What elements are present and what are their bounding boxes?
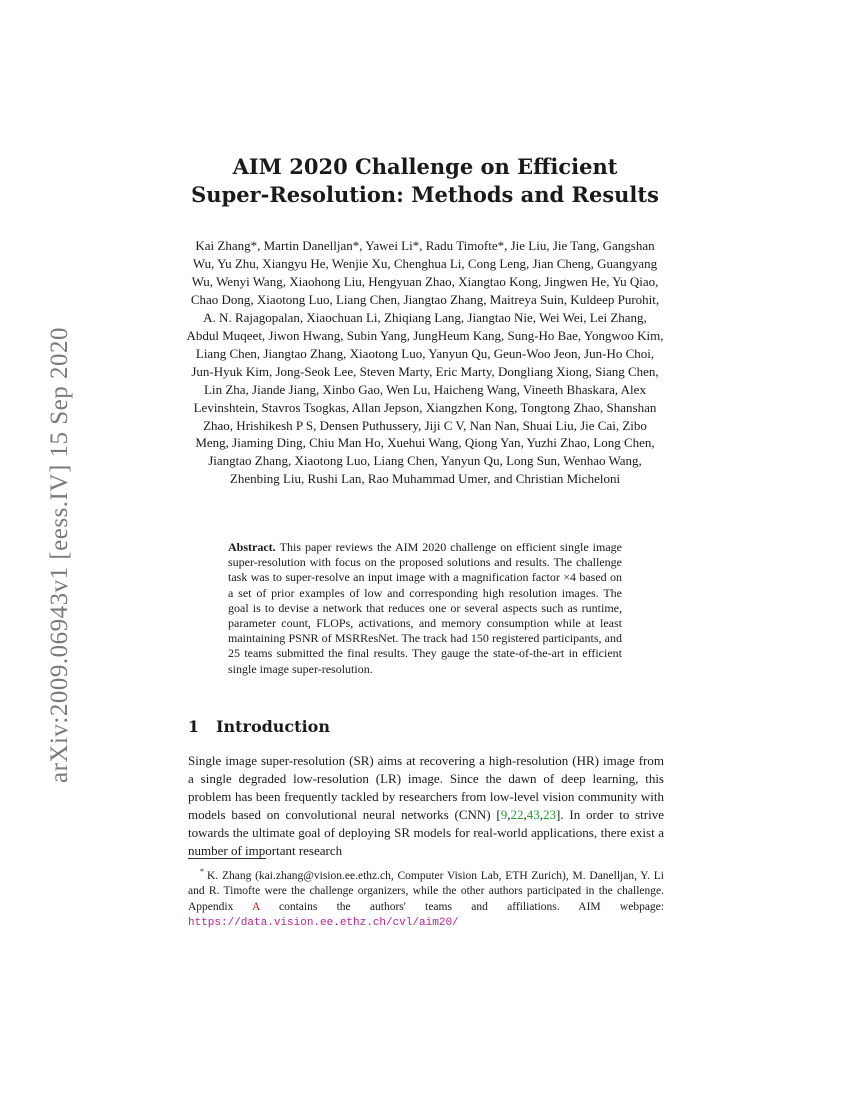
section-heading-introduction [188, 717, 330, 736]
footnote [188, 864, 664, 932]
intro-text-start: Single image super-resolution (SR) aims at recovering a high-resolution (HR) image from a single degraded low-resolution (LR) image. Since the dawn of deep learning, this problem has been frequently tackled by researchers from low-level vision community with models based on convolutional neural networks (CNN) [ [188, 753, 664, 822]
footnote-divider [188, 858, 266, 859]
abstract-text: This paper reviews the AIM 2020 challenge on efficient single image super-resolution with focus on the proposed solutions and results. The challenge task was to super-resolve an input image with a magnification factor ×4 based on a set of prior examples of low and corresponding high resolution images. The goal is to devise a network that reduces one or several aspects such as runtime, parameter count, FLOPs, activations, and memory consumption while at least maintaining PSNR of MSRResNet. The track had 150 registered participants, and 25 teams submitted the final results. They gauge the state-of-the-art in efficient single image super-resolution. [228, 540, 622, 676]
footnote-text-start: K. Zhang (kai.zhang@vision.ee.ethz.ch, Computer Vision Lab, ETH Zurich), M. Danelljan, Y. Li and R. Timofte were the challenge organizers, while the other authors participated in the challenge. Appendix [188, 869, 664, 913]
citation-link[interactable]: 22 [510, 806, 524, 822]
arxiv-identifier-stamp: arXiv:2009.06943v1 [eess.IV] 15 Sep 2020 [46, 326, 73, 784]
paper-title [0, 153, 850, 209]
abstract-label: Abstract. [228, 540, 276, 554]
citation-link[interactable]: 23 [543, 806, 556, 822]
section-title: Introduction [216, 717, 330, 736]
citation-link[interactable]: 9 [500, 806, 508, 822]
title-line-1: AIM 2020 Challenge on Efficient [232, 154, 618, 179]
footnote-mark: * [200, 867, 204, 876]
abstract-block [228, 540, 622, 677]
intro-text-end: ]. In order to strive towards the ultimate goal of deploying SR models for real-world applications, there exist a number of important research [188, 806, 664, 858]
footnote-text-middle: contains the authors' teams and affiliations. AIM webpage: [259, 900, 664, 913]
title-line-2: Super-Resolution: Methods and Results [191, 182, 659, 207]
appendix-link[interactable]: A [252, 900, 260, 913]
author-list: Kai Zhang*, Martin Danelljan*, Yawei Li*, Radu Timofte*, Jie Liu, Jie Tang, Gangshan Wu, Yu Zhu, Xiangyu He, Wenjie Xu, Chenghua Li, Cong Leng, Jian Cheng, Guangyang Wu, Wenyi Wang, Xiaohong Liu, Hengyuan Zhao, Xiangtao Kong, Jingwen He, Yu Qiao, Chao Dong, Xiaotong Luo, Liang Chen, Jiangtao Zhang, Maitreya Suin, Kuldeep Purohit, A. N. Rajagopalan, Xiaochuan Li, Zhiqiang Lang, Jiangtao Nie, Wei Wei, Lei Zhang, Abdul Muqeet, Jiwon Hwang, Subin Yang, JungHeum Kang, Sung-Ho Bae, Yongwoo Kim, Liang Chen, Jiangtao Zhang, Xiaotong Luo, Yanyun Qu, Geun-Woo Jeon, Jun-Ho Choi, Jun-Hyuk Kim, Jong-Seok Lee, Steven Marty, Eric Marty, Dongliang Xiong, Siang Chen, Lin Zha, Jiande Jiang, Xinbo Gao, Wen Lu, Haicheng Wang, Vineeth Bhaskara, Alex Levinshtein, Stavros Tsogkas, Allan Jepson, Xiangzhen Kong, Tongtong Zhao, Shanshan Zhao, Hrishikesh P S, Densen Puthussery, Jiji C V, Nan Nan, Shuai Liu, Jie Cai, Zibo Meng, Jiaming Ding, Chiu Man Ho, Xuehui Wang, Qiong Yan, Yuzhi Zhao, Long Chen, Jiangtao Zhang, Xiaotong Luo, Liang Chen, Yanyun Qu, Long Sun, Wenhao Wang, Zhenbing Liu, Rushi Lan, Rao Muhammad Umer, and Christian Micheloni [186, 238, 664, 487]
section-number: 1 [188, 717, 200, 736]
citation-link[interactable]: 43 [526, 806, 540, 822]
introduction-paragraph: Single image super-resolution (SR) aims at recovering a high-resolution (HR) image from a single degraded low-resolution (LR) image. Since the dawn of deep learning, this problem has been frequently tackled by researchers from low-level vision community with models based on convolutional neural networks (CNN) [9,22,43,23]. In order to strive towards the ultimate goal of deploying SR models for real-world applications, there exist a number of important research [188, 753, 664, 858]
aim-webpage-link[interactable]: https://data.vision.ee.ethz.ch/cvl/aim20/ [188, 917, 459, 930]
